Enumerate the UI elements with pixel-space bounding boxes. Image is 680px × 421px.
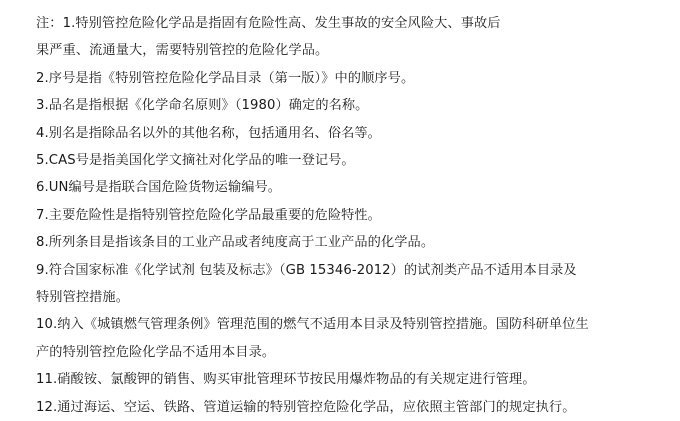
- note-line: 产的特别管控危险化学品不适用本目录。: [36, 344, 276, 360]
- note-line: 注：1.特别管控危险化学品是指固有危险性高、发生事故的安全风险大、事故后: [36, 16, 501, 31]
- note-line: 2.序号是指《特别管控危险化学品目录（第一版）》中的顺序号。: [36, 70, 415, 86]
- note-line: 6.UN编号是指联合国危险货物运输编号。: [36, 180, 282, 196]
- note-line: 8.所列条目是指该条目的工业产品或者纯度高于工业产品的化学品。: [36, 235, 435, 251]
- note-line: 9.符合国家标准《化学试剂 包装及标志》（GB 15346-2012）的试剂类产品不适用本目录及: [36, 262, 577, 278]
- note-line: 11.硝酸铵、氯酸钾的销售、购买审批管理环节按民用爆炸物品的有关规定进行管理。: [36, 372, 536, 388]
- note-line: 4.别名是指除品名以外的其他名称，包括通用名、俗名等。: [36, 125, 381, 141]
- note-line: 3.品名是指根据《化学命名原则》（1980）确定的名称。: [36, 98, 369, 114]
- notes-list: [36, 10, 672, 421]
- note-line: 7.主要危险性是指特别管控危险化学品最重要的危险特性。: [36, 207, 381, 223]
- note-line: 10.纳入《城镇燃气管理条例》管理范围的燃气不适用本目录及特别管控措施。国防科研单位生: [36, 317, 589, 333]
- note-line: 12.通过海运、空运、铁路、管道运输的特别管控危险化学品，应依照主管部门的规定执行。: [36, 399, 576, 415]
- note-line: 果严重、流通量大，需要特别管控的危险化学品。: [36, 43, 329, 59]
- note-line: 特别管控措施。: [36, 290, 130, 306]
- note-line: 5.CAS号是指美国化学文摘社对化学品的唯一登记号。: [36, 153, 355, 169]
